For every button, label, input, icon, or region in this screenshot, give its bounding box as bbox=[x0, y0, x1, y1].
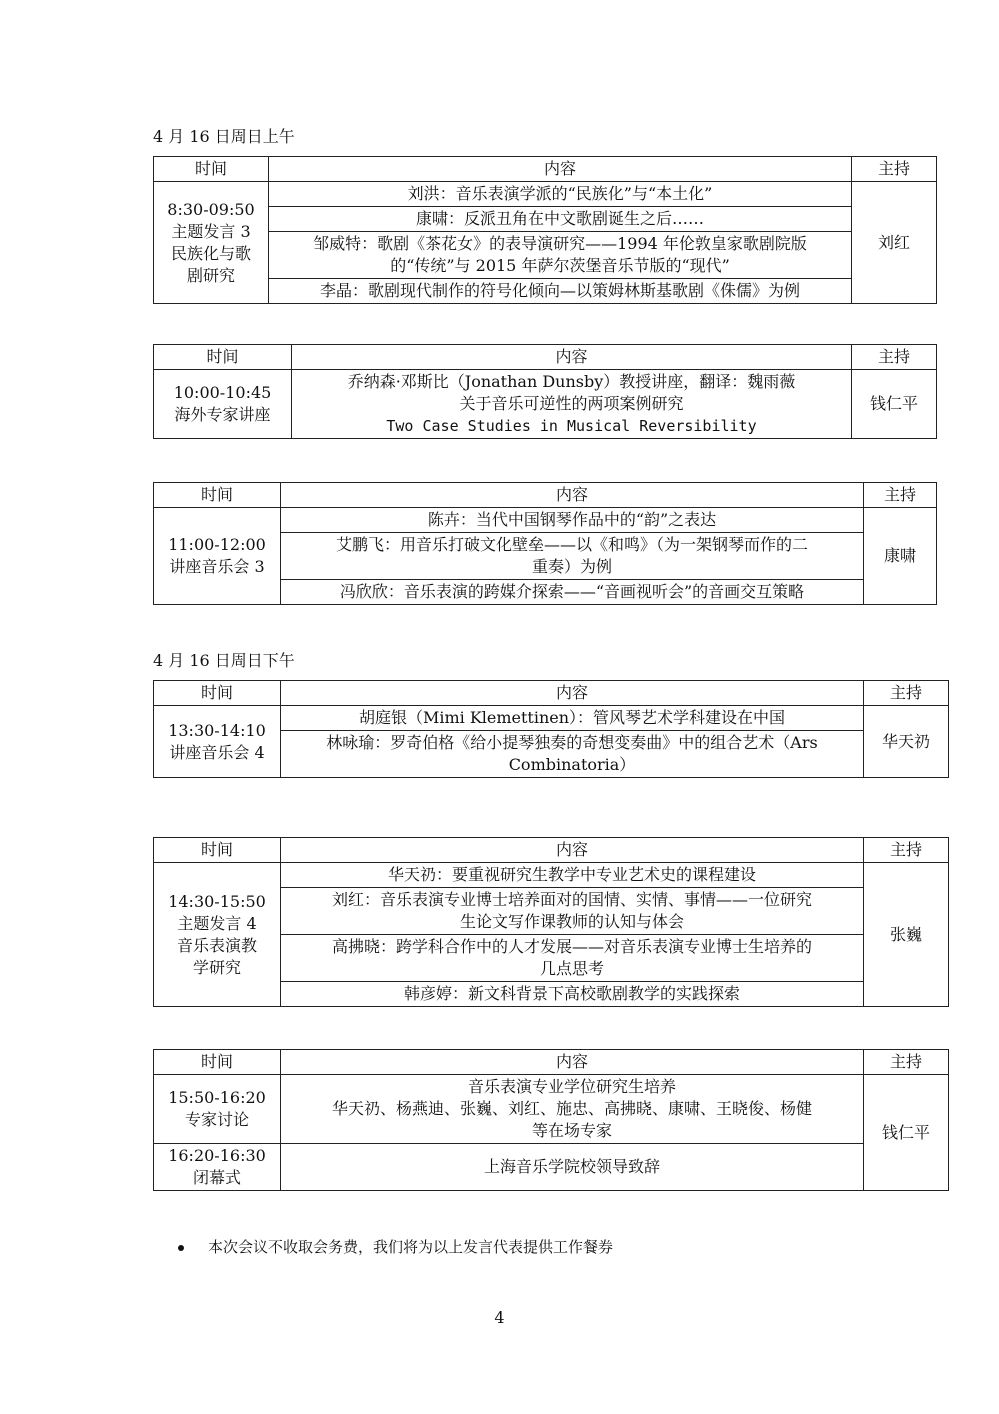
talk-entry: 陈卉：当代中国钢琴作品中的“韵”之表达 bbox=[281, 508, 864, 533]
table-row bbox=[154, 508, 937, 533]
talk-line: 关于音乐可逆性的两项案例研究 bbox=[459, 394, 684, 413]
schedule-table-4 bbox=[153, 680, 949, 778]
talk-line: 艾鹏飞：用音乐打破文化壁垒——以《和鸣》（为一架钢琴而作的二 bbox=[335, 535, 808, 554]
header-host: 主持 bbox=[864, 681, 949, 706]
session-label: 讲座音乐会 4 bbox=[169, 742, 265, 762]
header-time: 时间 bbox=[154, 838, 281, 863]
time-range: 16:20-16:30 bbox=[168, 1146, 266, 1165]
time-cell bbox=[154, 1144, 281, 1191]
table-header-row bbox=[154, 681, 949, 706]
time-range: 11:00-12:00 bbox=[168, 535, 266, 554]
time-cell bbox=[154, 508, 281, 605]
talk-line: 等在场专家 bbox=[531, 1121, 612, 1140]
time-cell bbox=[154, 706, 281, 778]
talk-line: Combinatoria） bbox=[508, 755, 636, 774]
page-number: 4 bbox=[494, 1308, 505, 1327]
schedule-table-1 bbox=[153, 156, 937, 304]
time-range: 13:30-14:10 bbox=[168, 720, 266, 740]
header-host: 主持 bbox=[864, 838, 949, 863]
table-row bbox=[154, 182, 937, 207]
talk-entry bbox=[281, 1075, 864, 1144]
talk-entry: 康啸：反派丑角在中文歌剧诞生之后…… bbox=[269, 207, 852, 232]
header-time: 时间 bbox=[154, 157, 269, 182]
table-row bbox=[154, 279, 937, 304]
header-content: 内容 bbox=[281, 483, 864, 508]
talk-line: 音乐表演专业学位研究生培养 bbox=[467, 1077, 676, 1096]
session-label: 音乐表演教 bbox=[176, 935, 257, 955]
section-heading-afternoon: 4 月 16 日周日下午 bbox=[153, 651, 295, 670]
talk-line: 重奏）为例 bbox=[531, 557, 612, 576]
session-label: 民族化与歌 bbox=[170, 243, 251, 263]
session-label: 闭幕式 bbox=[192, 1168, 241, 1187]
schedule-table-6 bbox=[153, 1049, 949, 1191]
session-label: 主题发言 4 bbox=[177, 913, 257, 933]
table-header-row bbox=[154, 1050, 949, 1075]
talk-entry: 上海音乐学院校领导致辞 bbox=[281, 1144, 864, 1191]
header-host: 主持 bbox=[852, 345, 937, 370]
talk-line: 刘红：音乐表演专业博士培养面对的国情、实情、事情——一位研究 bbox=[331, 890, 812, 909]
talk-line: 高拂晓：跨学科合作中的人才发展——对音乐表演专业博士生培养的 bbox=[331, 937, 812, 956]
talk-entry: 李晶：歌剧现代制作的符号化倾向—以策姆林斯基歌剧《侏儒》为例 bbox=[269, 279, 852, 304]
session-label: 学研究 bbox=[192, 957, 241, 977]
header-time: 时间 bbox=[154, 345, 292, 370]
table-header-row bbox=[154, 345, 937, 370]
header-content: 内容 bbox=[269, 157, 852, 182]
header-host: 主持 bbox=[864, 1050, 949, 1075]
talk-line: 的“传统”与 2015 年萨尔茨堡音乐节版的“现代” bbox=[390, 256, 730, 275]
talk-entry: 冯欣欣：音乐表演的跨媒介探索——“音画视听会”的音画交互策略 bbox=[281, 580, 864, 605]
talk-line: 邹威特：歌剧《茶花女》的表导演研究——1994 年伦敦皇家歌剧院版 bbox=[313, 234, 807, 253]
table-header-row bbox=[154, 483, 937, 508]
header-time: 时间 bbox=[154, 483, 281, 508]
table-header-row bbox=[154, 838, 949, 863]
time-range: 10:00-10:45 bbox=[173, 383, 272, 402]
host-cell: 康啸 bbox=[864, 508, 937, 605]
header-content: 内容 bbox=[281, 1050, 864, 1075]
time-range: 14:30-15:50 bbox=[168, 891, 266, 911]
time-range: 8:30-09:50 bbox=[167, 199, 255, 219]
table-row bbox=[154, 706, 949, 731]
session-label: 主题发言 3 bbox=[171, 221, 251, 241]
note-text: 本次会议不收取会务费，我们将为以上发言代表提供工作餐券 bbox=[208, 1238, 614, 1256]
schedule-table-3 bbox=[153, 482, 937, 605]
header-content: 内容 bbox=[292, 345, 852, 370]
host-cell: 华天礽 bbox=[864, 706, 949, 778]
talk-line: 林咏瑜：罗奇伯格《给小提琴独奏的奇想变奏曲》中的组合艺术（Ars bbox=[326, 733, 818, 752]
talk-entry bbox=[281, 888, 864, 935]
header-time: 时间 bbox=[154, 1050, 281, 1075]
talk-entry: 胡庭银（Mimi Klemettinen）：管风琴艺术学科建设在中国 bbox=[281, 706, 864, 731]
session-label: 剧研究 bbox=[186, 265, 235, 285]
talk-line: 华天礽、杨燕迪、张巍、刘红、施忠、高拂晓、康啸、王晓俊、杨健 bbox=[331, 1099, 812, 1118]
schedule-table-2 bbox=[153, 344, 937, 439]
table-row bbox=[154, 232, 937, 279]
talk-line: Two Case Studies in Musical Reversibility bbox=[386, 417, 757, 435]
time-cell bbox=[154, 370, 292, 439]
session-label: 海外专家讲座 bbox=[174, 405, 271, 424]
note-bullet bbox=[178, 1236, 613, 1257]
time-range: 15:50-16:20 bbox=[168, 1088, 266, 1107]
table-row bbox=[154, 207, 937, 232]
host-cell: 刘红 bbox=[852, 182, 937, 304]
header-host: 主持 bbox=[852, 157, 937, 182]
host-cell: 钱仁平 bbox=[852, 370, 937, 439]
table-row bbox=[154, 370, 937, 439]
talk-entry bbox=[281, 731, 864, 778]
table-row bbox=[154, 1075, 949, 1144]
talk-entry: 韩彦婷：新文科背景下高校歌剧教学的实践探索 bbox=[281, 982, 864, 1007]
table-row bbox=[154, 863, 949, 888]
talk-entry bbox=[281, 533, 864, 580]
host-cell: 钱仁平 bbox=[864, 1075, 949, 1191]
talk-entry: 华天礽：要重视研究生教学中专业艺术史的课程建设 bbox=[281, 863, 864, 888]
talk-entry bbox=[281, 935, 864, 982]
table-header-row bbox=[154, 157, 937, 182]
talk-line: 几点思考 bbox=[539, 959, 604, 978]
header-time: 时间 bbox=[154, 681, 281, 706]
bullet-icon bbox=[178, 1245, 184, 1251]
talk-entry: 刘洪：音乐表演学派的“民族化”与“本土化” bbox=[269, 182, 852, 207]
talk-line: 生论文写作课教师的认知与体会 bbox=[459, 912, 684, 931]
time-cell bbox=[154, 182, 269, 304]
table-row bbox=[154, 1144, 949, 1191]
talk-entry bbox=[292, 370, 852, 439]
session-label: 讲座音乐会 3 bbox=[169, 557, 265, 576]
header-host: 主持 bbox=[864, 483, 937, 508]
talk-line: 乔纳森·邓斯比（Jonathan Dunsby）教授讲座，翻译：魏雨薇 bbox=[347, 372, 796, 391]
talk-entry bbox=[269, 232, 852, 279]
schedule-table-5 bbox=[153, 837, 949, 1007]
time-cell bbox=[154, 1075, 281, 1144]
session-label: 专家讨论 bbox=[184, 1110, 249, 1129]
time-cell bbox=[154, 863, 281, 1007]
host-cell: 张巍 bbox=[864, 863, 949, 1007]
header-content: 内容 bbox=[281, 838, 864, 863]
section-heading-morning: 4 月 16 日周日上午 bbox=[153, 127, 295, 146]
header-content: 内容 bbox=[281, 681, 864, 706]
